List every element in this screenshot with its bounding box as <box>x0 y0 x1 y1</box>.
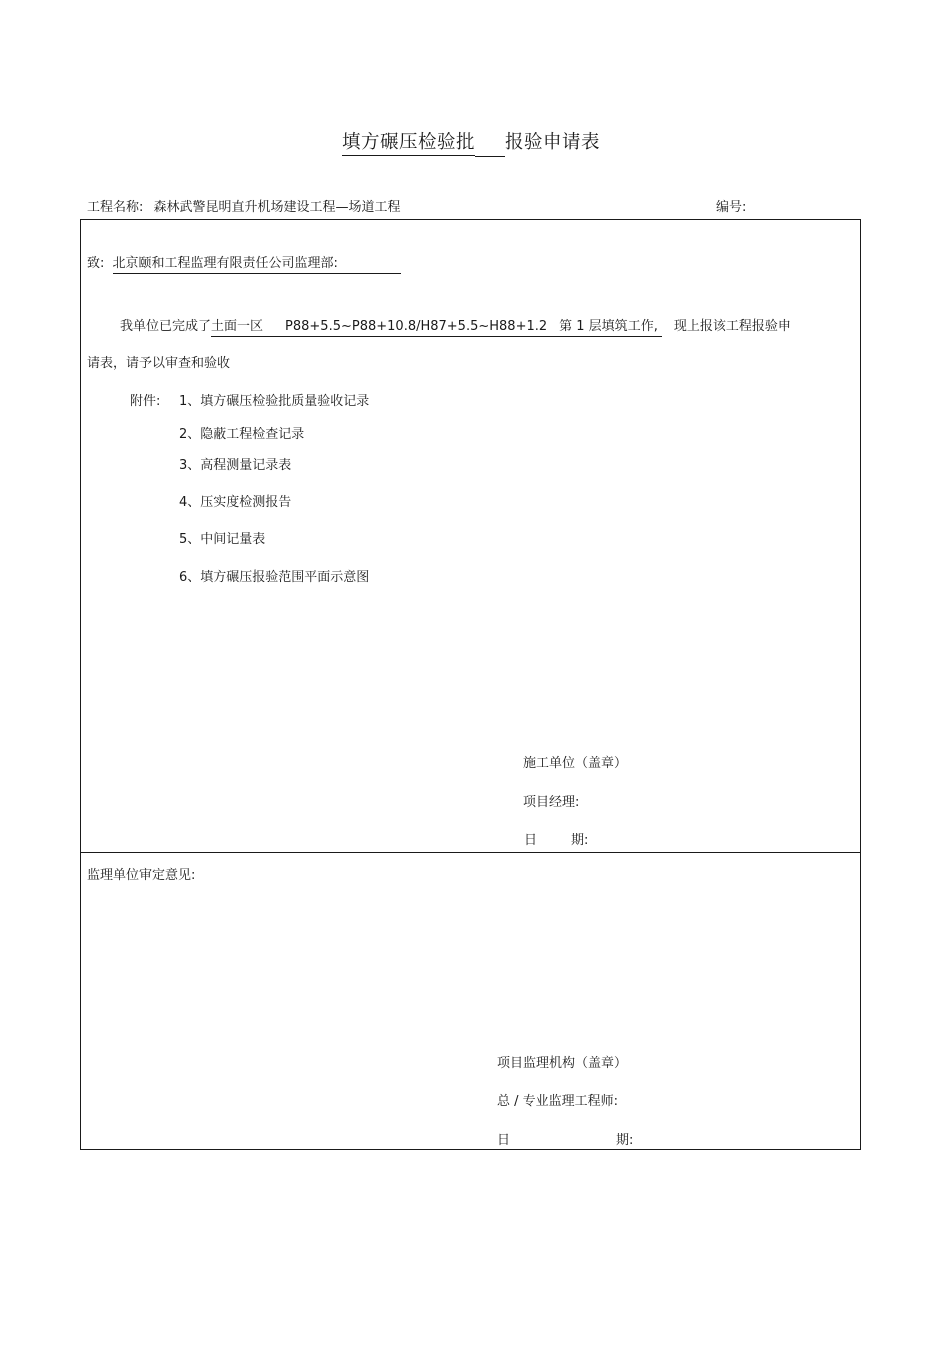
supervising-engineer-label: 总 / 专业监理工程师: <box>497 1094 619 1109</box>
supervision-opinion-label: 监理单位审定意见: <box>87 868 196 883</box>
section-divider <box>80 852 861 853</box>
statement-range: P88+5.5~P88+10.8/H87+5.5~H88+1.2 <box>285 319 548 334</box>
statement-area: 土面一区 <box>211 319 264 334</box>
date-char-2: 期: <box>571 833 589 848</box>
attachment-item: 2、隐蔽工程检查记录 <box>179 427 305 442</box>
attachment-item: 4、压实度检测报告 <box>179 495 292 510</box>
date-char-2: 期: <box>616 1133 634 1148</box>
form-title-type: 报验申请表 <box>505 132 601 153</box>
recipient-org: 北京颐和工程监理有限责任公司监理部: <box>113 252 401 274</box>
attachment-item: 1、填方碾压检验批质量验收记录 <box>179 394 370 409</box>
statement-prefix: 我单位已完成了 <box>120 319 212 334</box>
supervision-seal-label: 项目监理机构（盖章） <box>497 1056 628 1071</box>
statement-work: 工作, <box>627 319 658 334</box>
application-statement-line2: 请表，请予以审查和验收 <box>87 356 231 371</box>
title-blank-line <box>475 138 505 157</box>
attachment-item: 3、高程测量记录表 <box>179 458 292 473</box>
date-char-1: 日 <box>524 833 538 848</box>
application-statement-line1 <box>120 315 791 334</box>
attachments-label: 附件: <box>130 394 161 409</box>
contractor-date-label <box>524 829 588 848</box>
statement-work-description <box>211 319 662 337</box>
project-name-value: 森林武警昆明直升机场建设工程—场道工程 <box>153 200 401 215</box>
project-name-row <box>87 196 401 215</box>
project-manager-label: 项目经理: <box>523 795 580 810</box>
contractor-seal-label: 施工单位（盖章） <box>523 756 628 771</box>
form-title <box>0 128 942 154</box>
attachment-item: 5、中间记量表 <box>179 532 266 547</box>
attachment-item: 6、填方碾压报验范围平面示意图 <box>179 570 370 585</box>
recipient-label: 致: <box>87 256 105 271</box>
supervision-date-label <box>497 1129 633 1148</box>
project-name-label: 工程名称: <box>87 200 144 215</box>
form-title-subject: 填方碾压检验批 <box>342 132 475 156</box>
date-char-1: 日 <box>497 1133 511 1148</box>
recipient-row <box>87 252 401 274</box>
form-number-label: 编号: <box>716 200 747 215</box>
statement-layer: 第 1 层填筑 <box>559 319 628 334</box>
statement-suffix: 现上报该工程报验申 <box>673 319 791 334</box>
